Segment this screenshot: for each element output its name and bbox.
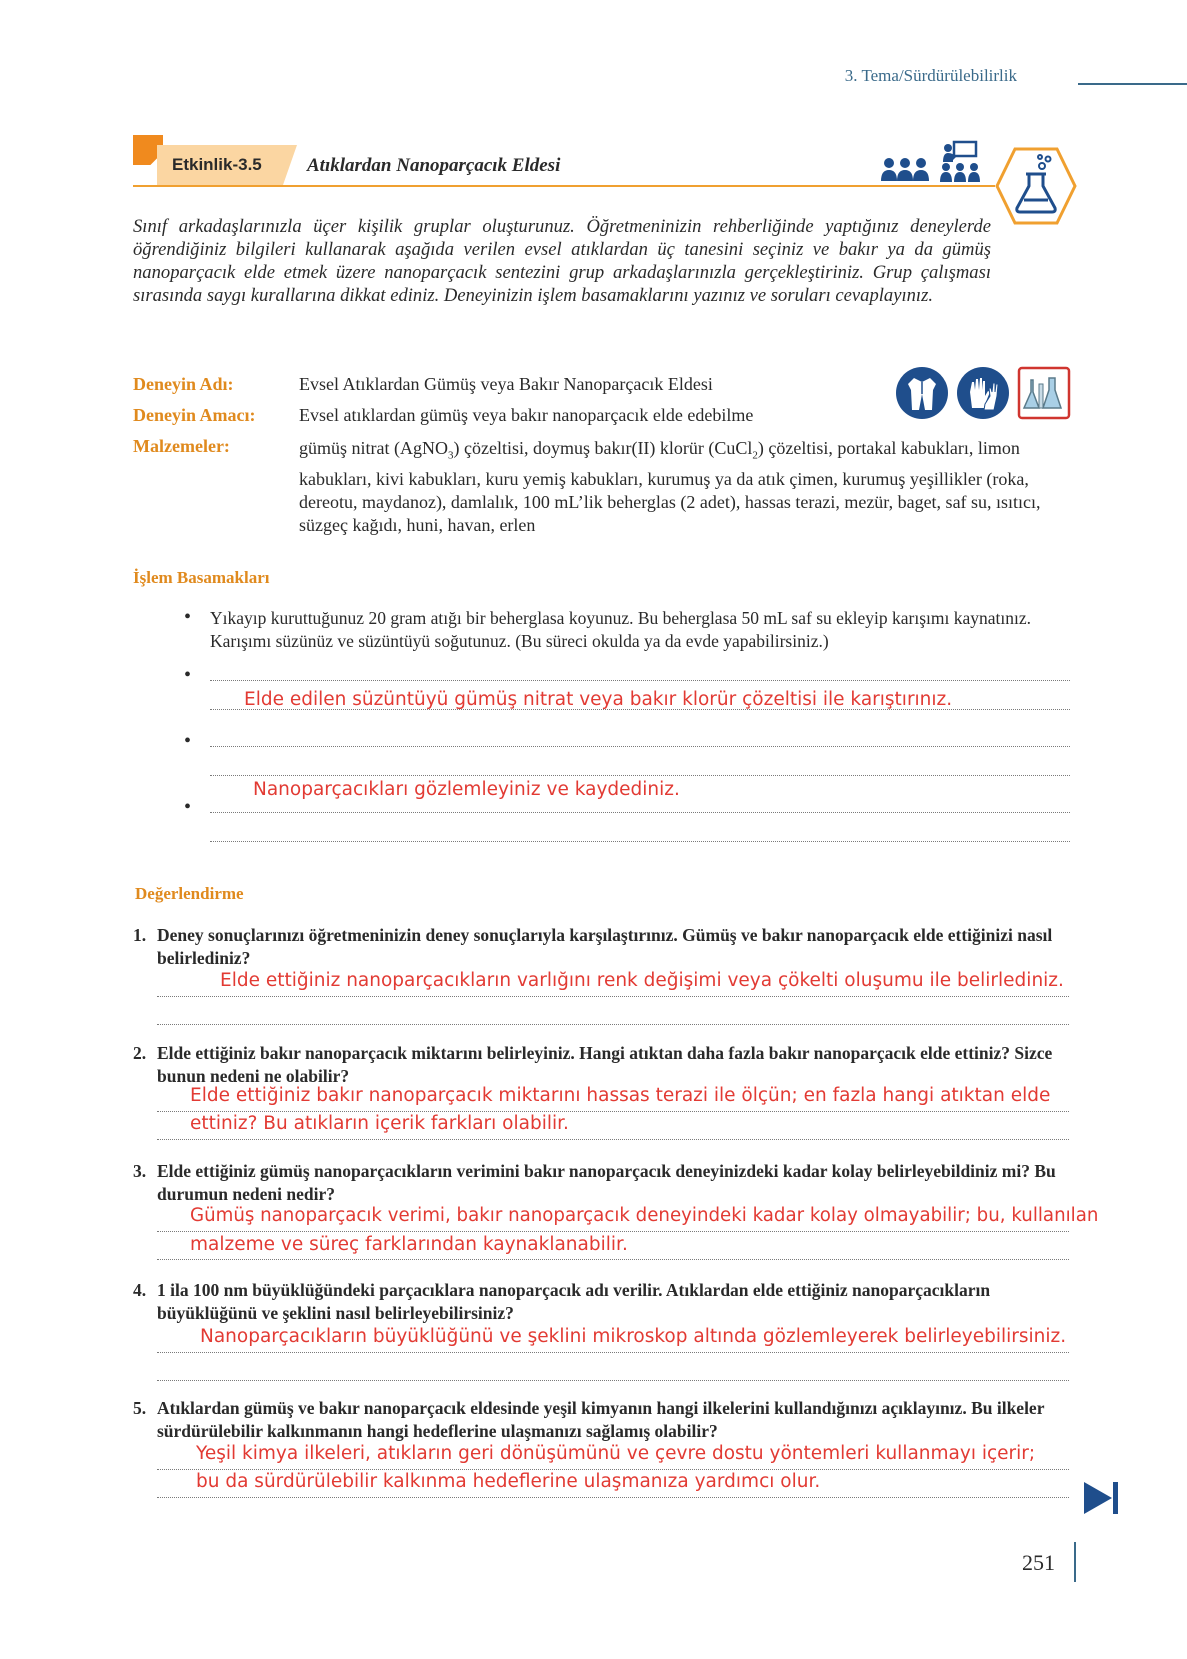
answer-line	[157, 1380, 1069, 1381]
next-page-icon[interactable]	[1082, 1480, 1122, 1516]
materials-label: Malzemeler:	[133, 436, 230, 456]
activity-title: Atıklardan Nanoparçacık Eldesi	[307, 155, 561, 176]
answer-4-line-1: Nanoparçacıkların büyüklüğünü ve şeklini mikroskop altında gözlemleyerek belirleyebilirsiniz.	[200, 1326, 1067, 1347]
answer-line	[157, 1024, 1069, 1025]
answer-line	[210, 841, 1070, 842]
answer-line	[157, 996, 1069, 997]
step-bullet: •	[184, 796, 192, 818]
step-2-answer: Elde edilen süzüntüyü gümüş nitrat veya bakır klorür çözeltisi ile karıştırınız.	[244, 689, 953, 710]
answer-line	[157, 1469, 1069, 1470]
answer-5-line-1: Yeşil kimya ilkeleri, atıkların geri dönüşümünü ve çevre dostu yöntemleri kullanmayı içerir;	[196, 1443, 1036, 1464]
answer-line	[157, 1139, 1069, 1140]
answer-line	[157, 1497, 1069, 1498]
page-number-rule	[1074, 1542, 1076, 1582]
answer-5-line-2: bu da sürdürülebilir kalkınma hedeflerine ulaşmanıza yardımcı olur.	[196, 1471, 821, 1492]
group-work-icon	[880, 155, 930, 185]
question-5: 5. Atıklardan gümüş ve bakır nanoparçacık eldesinde yeşil kimyanın hangi ilkelerini kullandığınızı açıklayınız. Bu ilkeler sürdürülebilir kalkınmanın hangi hedeflerine ulaşmanızı sağlamış olabilir?	[133, 1398, 1045, 1441]
presentation-icon	[938, 140, 982, 184]
glassware-icon	[1017, 366, 1071, 420]
answer-line	[157, 1259, 1069, 1260]
question-4: 4. 1 ila 100 nm büyüklüğündeki parçacıklara nanoparçacık adı verilir. Atıklardan elde ettiğiniz nanoparçacıkların büyüklüğünü ve şeklini nasıl belirleyebilirsiniz?	[133, 1280, 991, 1323]
answer-2-line-2: ettiniz? Bu atıkların içerik farkları olabilir.	[190, 1113, 569, 1134]
lab-coat-icon	[895, 366, 949, 420]
step-3-answer: Nanoparçacıkları gözlemleyiniz ve kaydediniz.	[253, 779, 680, 800]
experiment-purpose-label: Deneyin Amacı:	[133, 405, 256, 425]
experiment-purpose-value: Evsel atıklardan gümüş veya bakır nanoparçacık elde edebilme	[299, 405, 754, 425]
step-bullet: •	[184, 730, 192, 752]
answer-line	[210, 709, 1070, 710]
answer-1-line-1: Elde ettiğiniz nanoparçacıkların varlığını renk değişimi veya çökelti oluşumu ile belirlediniz.	[220, 970, 1064, 991]
answer-line	[210, 680, 1070, 681]
answer-3-line-2: malzeme ve süreç farklarından kaynaklanabilir.	[190, 1234, 628, 1255]
answer-2-line-1: Elde ettiğiniz bakır nanoparçacık miktarını hassas terazi ile ölçün; en fazla hangi atıktan elde	[190, 1085, 1051, 1106]
answer-line	[210, 746, 1070, 747]
step-1-text: Yıkayıp kuruttuğunuz 20 gram atığı bir beherglasa koyunuz. Bu beherglasa 50 mL saf su ekleyip karışımı kaynatınız. Karışımı süzünüz ve süzüntüyü soğutunuz. (Bu süreci okulda ya da evde yapabilirsiniz.)	[210, 608, 1032, 651]
banner-rule	[133, 185, 995, 187]
page-number: 251	[1022, 1550, 1055, 1575]
header-rule	[1078, 83, 1187, 85]
experiment-name-label: Deneyin Adı:	[133, 374, 234, 394]
gloves-icon	[956, 366, 1010, 420]
materials-text: gümüş nitrat (AgNO$_3$) çözeltisi, doymuş bakır(II) klorür (CuCl$_2$) çözeltisi, portakal kabukları, limon kabukları, kivi kabukları, kuru yemiş kabukları, kurumuş ya da atık çimen, kurumuş yeşillikler (roka, dereotu, maydanoz), damlalık, 100 mL’lik beherglas (2 adet), hassas terazi, mezür, baget, saf su, ısıtıcı, süzgeç kağıdı, huni, havan, erlen	[299, 438, 1041, 535]
answer-line	[210, 812, 1070, 813]
question-1: 1. Deney sonuçlarınızı öğretmeninizin deney sonuçlarıyla karşılaştırınız. Gümüş ve bakır nanoparçacık elde ettiğinizi nasıl belirlediniz?	[133, 925, 1053, 968]
evaluation-heading: Değerlendirme	[135, 884, 244, 903]
answer-line	[210, 775, 1070, 776]
question-2: 2. Elde ettiğiniz bakır nanoparçacık miktarını belirleyiniz. Hangi atıktan daha fazla bakır nanoparçacık elde ettiniz? Sizce bunun nedeni ne olabilir?	[133, 1043, 1053, 1086]
intro-paragraph: Sınıf arkadaşlarınızla üçer kişilik gruplar oluşturunuz. Öğretmeninizin rehberliğinde yaptığınız deneylerde öğrendiğiniz bilgileri kullanarak aşağıda verilen evsel atıklardan üç tanesini seçiniz ve bakır ya da gümüş nanoparçacık elde etmek üzere nanoparçacık sentezini grup arkadaşlarınızla gerçekleştiriniz. Grup çalışması sırasında saygı kurallarına dikkat ediniz. Deneyinizin işlem basamaklarını yazınız ve soruları cevaplayınız.	[133, 216, 991, 306]
answer-line	[157, 1111, 1069, 1112]
step-bullet: •	[184, 664, 192, 686]
flask-icon	[995, 146, 1077, 226]
chapter-header: 3. Tema/Sürdürülebilirlik	[844, 66, 1017, 85]
answer-3-line-1: Gümüş nanoparçacık verimi, bakır nanoparçacık deneyindeki kadar kolay olmayabilir; bu, kullanılan	[190, 1205, 1099, 1226]
answer-line	[157, 1231, 1069, 1232]
steps-heading: İşlem Basamakları	[133, 568, 270, 587]
step-bullet: •	[184, 606, 192, 628]
answer-line	[157, 1352, 1069, 1353]
experiment-name-value: Evsel Atıklardan Gümüş veya Bakır Nanoparçacık Eldesi	[299, 374, 713, 394]
activity-label: Etkinlik-3.5	[172, 155, 262, 174]
question-3: 3. Elde ettiğiniz gümüş nanoparçacıkların verimini bakır nanoparçacık deneyinizdeki kadar kolay belirleyebildiniz mi? Bu durumun nedeni nedir?	[133, 1161, 1056, 1204]
